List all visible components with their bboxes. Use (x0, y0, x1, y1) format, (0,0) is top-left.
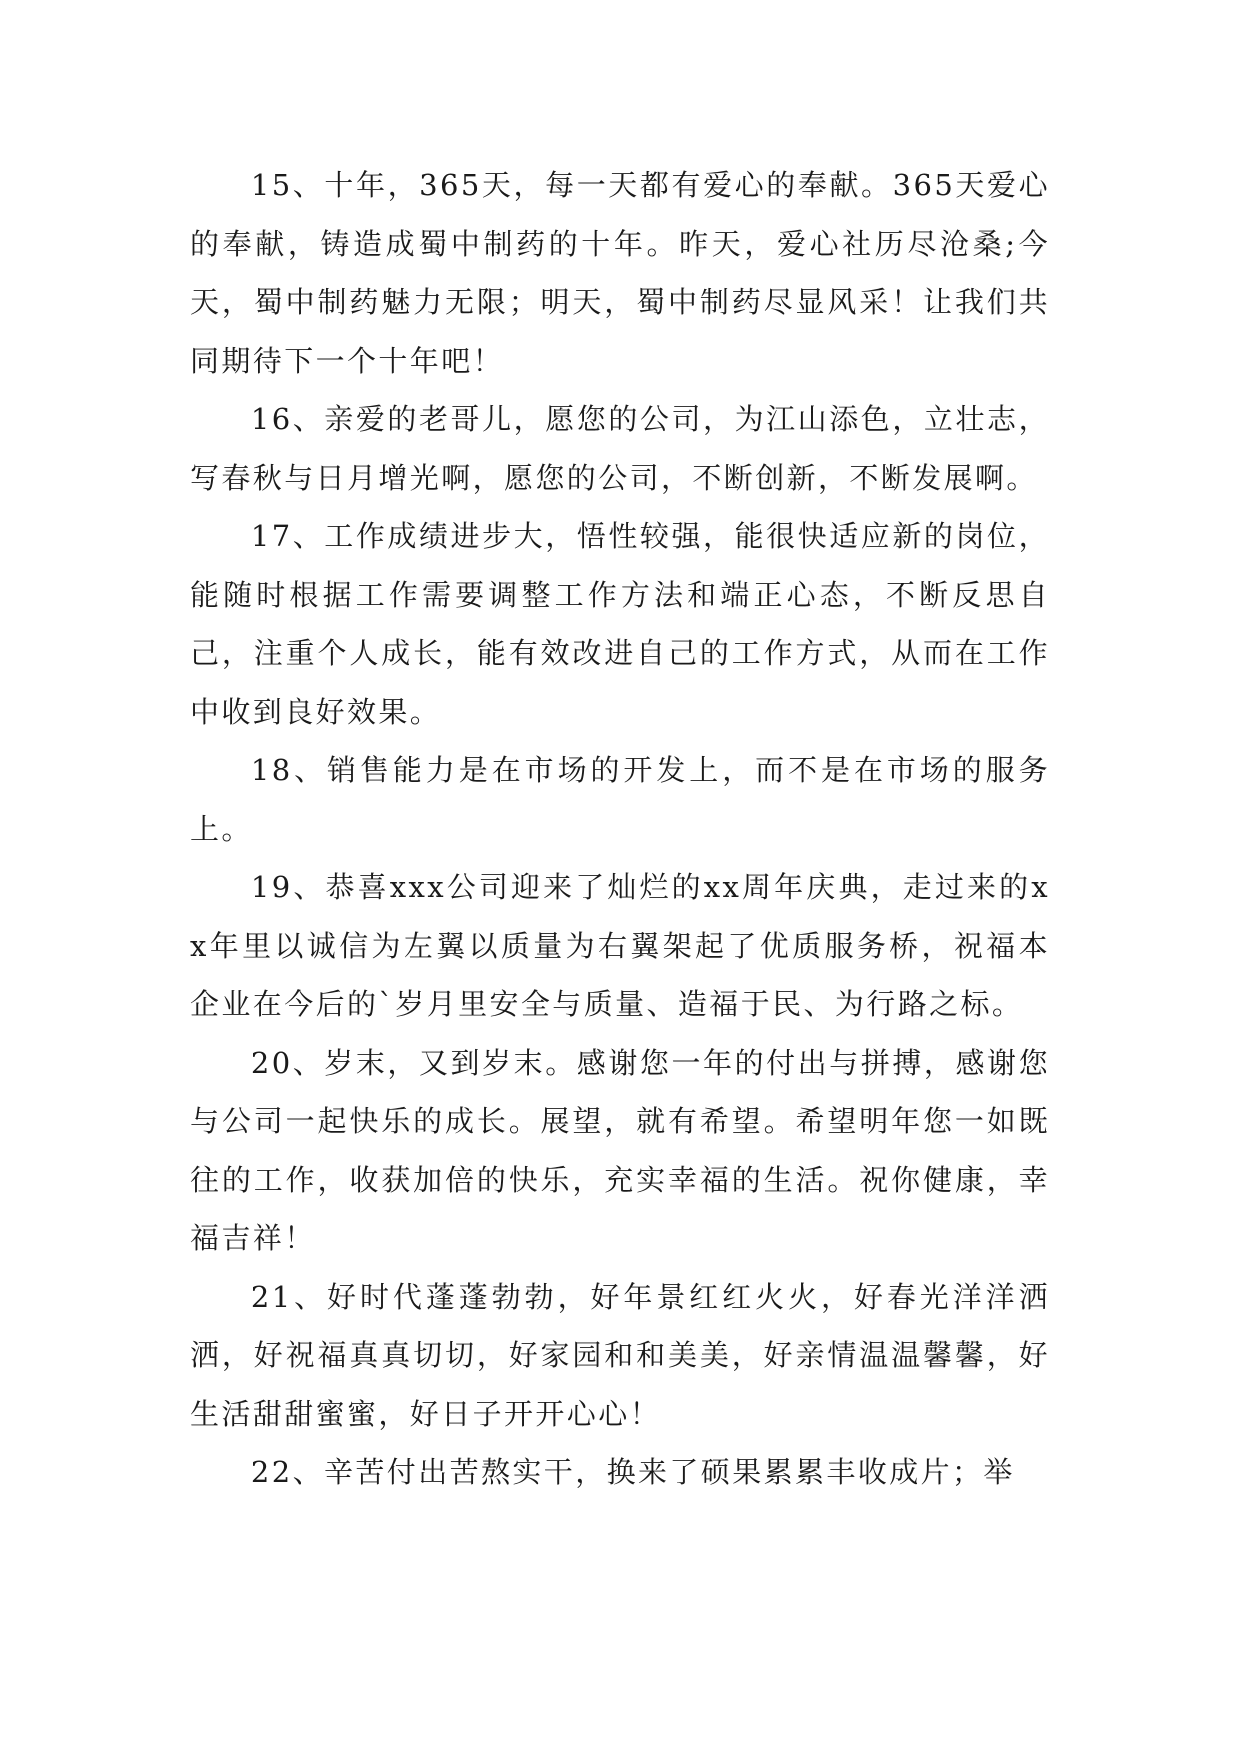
paragraph-16: 16、亲爱的老哥儿，愿您的公司，为江山添色，立壮志，写春秋与日月增光啊，愿您的公司，不断创新，不断发展啊。 (190, 402, 1050, 495)
paragraph-18: 18、销售能力是在市场的开发上，而不是在市场的服务上。 (190, 753, 1050, 846)
paragraph-19: 19、恭喜xxx公司迎来了灿烂的xx周年庆典，走过来的xx年里以诚信为左翼以质量为右翼架起了优质服务桥，祝福本企业在今后的`岁月里安全与质量、造福于民、为行路之标。 (190, 870, 1050, 1021)
paragraph-20: 20、岁末，又到岁末。感谢您一年的付出与拼搏，感谢您与公司一起快乐的成长。展望，就有希望。希望明年您一如既往的工作，收获加倍的快乐，充实幸福的生活。祝你健康，幸福吉祥！ (190, 1045, 1050, 1255)
paragraph-21: 21、好时代蓬蓬勃勃，好年景红红火火，好春光洋洋洒洒，好祝福真真切切，好家园和和美美，好亲情温温馨馨，好生活甜甜蜜蜜，好日子开开心心！ (190, 1279, 1050, 1431)
paragraph-15: 15、十年，365天，每一天都有爱心的奉献。365天爱心的奉献，铸造成蜀中制药的十年。昨天，爱心社历尽沧桑;今天，蜀中制药魅力无限；明天，蜀中制药尽显风采！让我们共同期待下一个十年吧！ (190, 168, 1050, 378)
paragraph-22: 22、辛苦付出苦熬实干，换来了硕果累累丰收成片；举 (250, 1455, 1015, 1489)
document-body (190, 156, 1050, 1502)
paragraph-17: 17、工作成绩进步大，悟性较强，能很快适应新的岗位，能随时根据工作需要调整工作方法和端正心态，不断反思自己，注重个人成长，能有效改进自己的工作方式，从而在工作中收到良好效果。 (190, 519, 1050, 729)
